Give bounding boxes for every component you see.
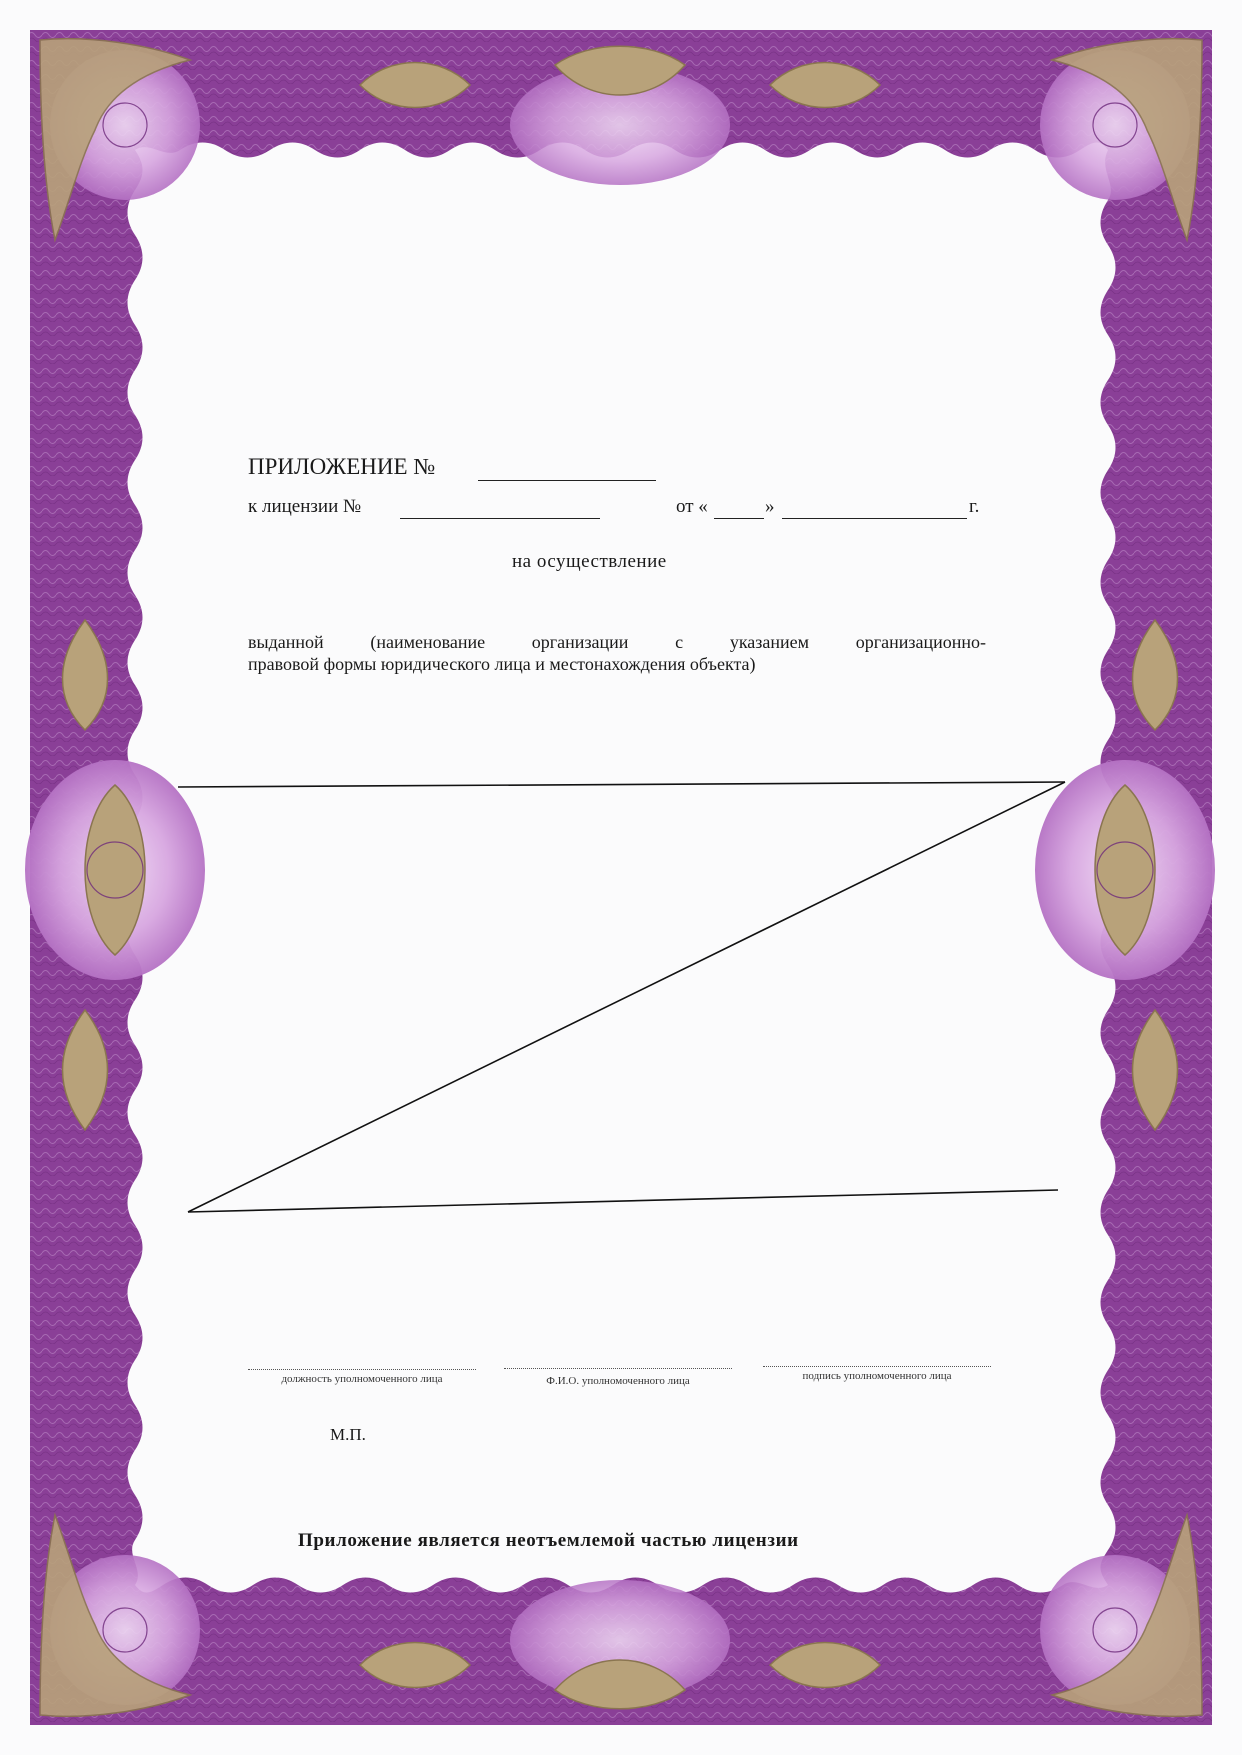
medallion-details (87, 103, 1153, 1652)
date-day-field[interactable] (714, 518, 764, 519)
quote-close: » (765, 496, 775, 517)
gold-ornaments (40, 39, 1202, 1717)
signature-caption: подпись уполномоченного лица (802, 1370, 952, 1382)
issued-description-line2: правовой формы юридического лица и местонахождения объекта) (248, 654, 756, 674)
license-number-field[interactable] (400, 518, 600, 519)
year-suffix: г. (969, 496, 980, 517)
footer-note: Приложение является неотъемлемой частью лицензии (298, 1530, 799, 1551)
from-label: от « (676, 496, 708, 517)
z-strike-lines (178, 782, 1065, 1212)
rosette-group (25, 50, 1215, 1705)
date-month-year-field[interactable] (782, 518, 967, 519)
activity-label: на осуществление (512, 551, 667, 572)
frame-band (30, 30, 1212, 1725)
position-caption: должность уполномоченного лица (281, 1373, 443, 1385)
license-label: к лицензии № (248, 496, 362, 517)
name-field[interactable] (504, 1368, 732, 1369)
issued-description-line1: выданной (наименование организации с указанием организационно- (248, 632, 986, 652)
position-field[interactable] (248, 1369, 476, 1370)
stamp-label: М.П. (330, 1425, 366, 1444)
name-caption: Ф.И.О. уполномоченного лица (546, 1375, 690, 1387)
appendix-number-field[interactable] (478, 480, 656, 481)
appendix-label: ПРИЛОЖЕНИЕ № (248, 454, 436, 479)
signature-field[interactable] (763, 1366, 991, 1367)
